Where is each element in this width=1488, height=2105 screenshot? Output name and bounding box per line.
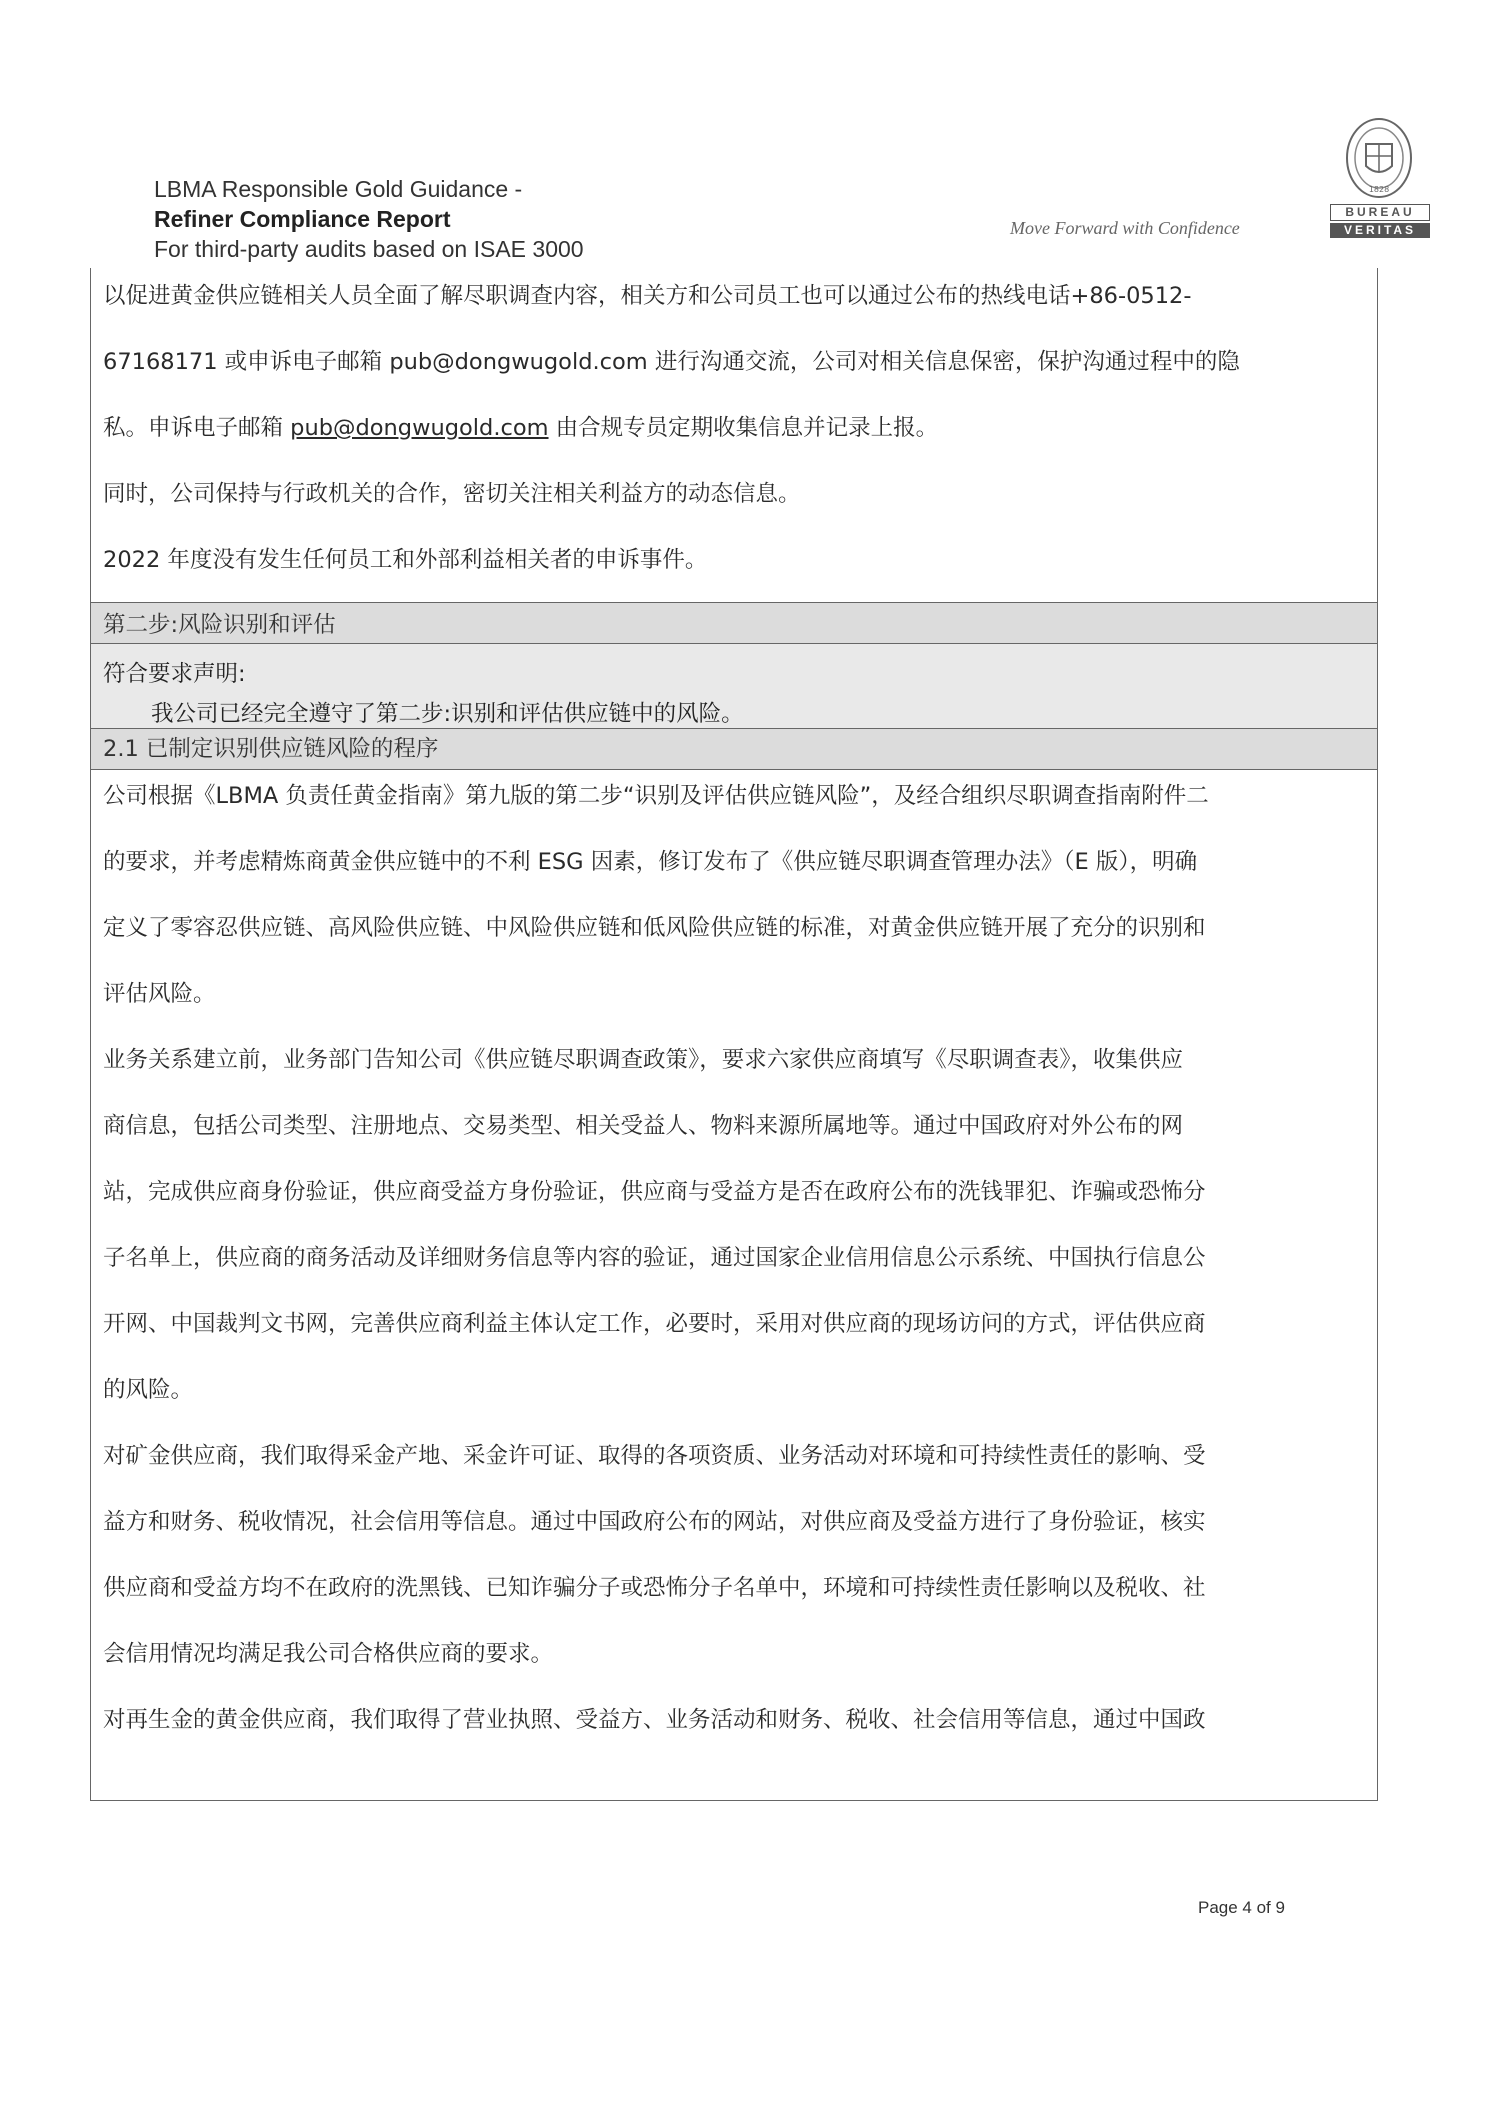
text-line: 供应商和受益方均不在政府的洗黑钱、已知诈骗分子或恐怖分子名单中，环境和可持续性责任影响以及税收、社 bbox=[103, 1575, 1206, 1601]
seal-year: 1828 bbox=[1368, 185, 1390, 194]
text-line: 会信用情况均满足我公司合格供应商的要求。 bbox=[103, 1641, 554, 1667]
text-line: 开网、中国裁判文书网，完善供应商利益主体认定工作，必要时，采用对供应商的现场访问的方式，评估供应商 bbox=[103, 1311, 1206, 1337]
email-link[interactable]: pub@dongwugold.com bbox=[290, 415, 549, 441]
logo-veritas: VERITAS bbox=[1330, 223, 1430, 238]
section-header-step2 bbox=[91, 602, 1377, 644]
text-line: 以促进黄金供应链相关人员全面了解尽职调查内容，相关方和公司员工也可以通过公布的热线电话+86-0512- bbox=[103, 283, 1192, 309]
compliance-declaration bbox=[91, 644, 1377, 730]
text-line: 站，完成供应商身份验证，供应商受益方身份验证，供应商与受益方是否在政府公布的洗钱罪犯、诈骗或恐怖分 bbox=[103, 1179, 1206, 1205]
text-line: 商信息，包括公司类型、注册地点、交易类型、相关受益人、物料来源所属地等。通过中国政府对外公布的网 bbox=[103, 1113, 1184, 1139]
content-table bbox=[90, 268, 1378, 1801]
text-line: 对再生金的黄金供应商，我们取得了营业执照、受益方、业务活动和财务、税收、社会信用等信息，通过中国政 bbox=[103, 1707, 1206, 1733]
text-line: 子名单上，供应商的商务活动及详细财务信息等内容的验证，通过国家企业信用信息公示系统、中国执行信息公 bbox=[103, 1245, 1206, 1271]
declaration-label: 符合要求声明: bbox=[103, 661, 246, 687]
text-line-email: 私。申诉电子邮箱 pub@dongwugold.com 由合规专员定期收集信息并记录上报。 bbox=[103, 415, 939, 441]
text-line: 评估风险。 bbox=[103, 981, 216, 1007]
text-line: 的要求，并考虑精炼商黄金供应链中的不利 ESG 因素，修订发布了《供应链尽职调查管理办法》（E 版），明确 bbox=[103, 849, 1198, 875]
step2-title: 第二步:风险识别和评估 bbox=[103, 612, 336, 638]
bureau-veritas-logo bbox=[1330, 116, 1430, 238]
text-line: 定义了零容忍供应链、高风险供应链、中风险供应链和低风险供应链的标准，对黄金供应链开展了充分的识别和 bbox=[103, 915, 1206, 941]
logo-bureau: BUREAU bbox=[1330, 204, 1430, 221]
paragraph-complaint-channels bbox=[103, 276, 1365, 606]
seal-icon bbox=[1344, 116, 1414, 200]
text-line: 2022 年度没有发生任何员工和外部利益相关者的申诉事件。 bbox=[103, 547, 708, 573]
page-number: Page 4 of 9 bbox=[1198, 1898, 1285, 1917]
text-line: 公司根据《LBMA 负责任黄金指南》第九版的第二步“识别及评估供应链风险”，及经合组织尽职调查指南附件二 bbox=[103, 783, 1209, 809]
header-guidance-title: LBMA Responsible Gold Guidance - bbox=[154, 176, 523, 202]
text-line: 67168171 或申诉电子邮箱 pub@dongwugold.com 进行沟通交流，公司对相关信息保密，保护沟通过程中的隐 bbox=[103, 349, 1240, 375]
text-line: 的风险。 bbox=[103, 1377, 194, 1403]
header-report-title: Refiner Compliance Report bbox=[154, 206, 451, 232]
section-header-2-1 bbox=[91, 728, 1377, 770]
report-header bbox=[154, 174, 1434, 268]
header-audit-basis: For third-party audits based on ISAE 3000 bbox=[154, 236, 584, 262]
text-line: 同时，公司保持与行政机关的合作，密切关注相关利益方的动态信息。 bbox=[103, 481, 801, 507]
header-tagline: Move Forward with Confidence bbox=[1010, 218, 1240, 238]
logo-wordmark bbox=[1330, 204, 1430, 238]
paragraph-risk-identification bbox=[103, 776, 1365, 1766]
text-line: 益方和财务、税收情况，社会信用等信息。通过中国政府公布的网站，对供应商及受益方进行了身份验证，核实 bbox=[103, 1509, 1206, 1535]
declaration-text: 我公司已经完全遵守了第二步:识别和评估供应链中的风险。 bbox=[151, 701, 744, 727]
text-line: 对矿金供应商，我们取得采金产地、采金许可证、取得的各项资质、业务活动对环境和可持续性责任的影响、受 bbox=[103, 1443, 1206, 1469]
text-line: 业务关系建立前，业务部门告知公司《供应链尽职调查政策》，要求六家供应商填写《尽职调查表》，收集供应 bbox=[103, 1047, 1184, 1073]
section-2-1-title: 2.1 已制定识别供应链风险的程序 bbox=[103, 736, 439, 762]
